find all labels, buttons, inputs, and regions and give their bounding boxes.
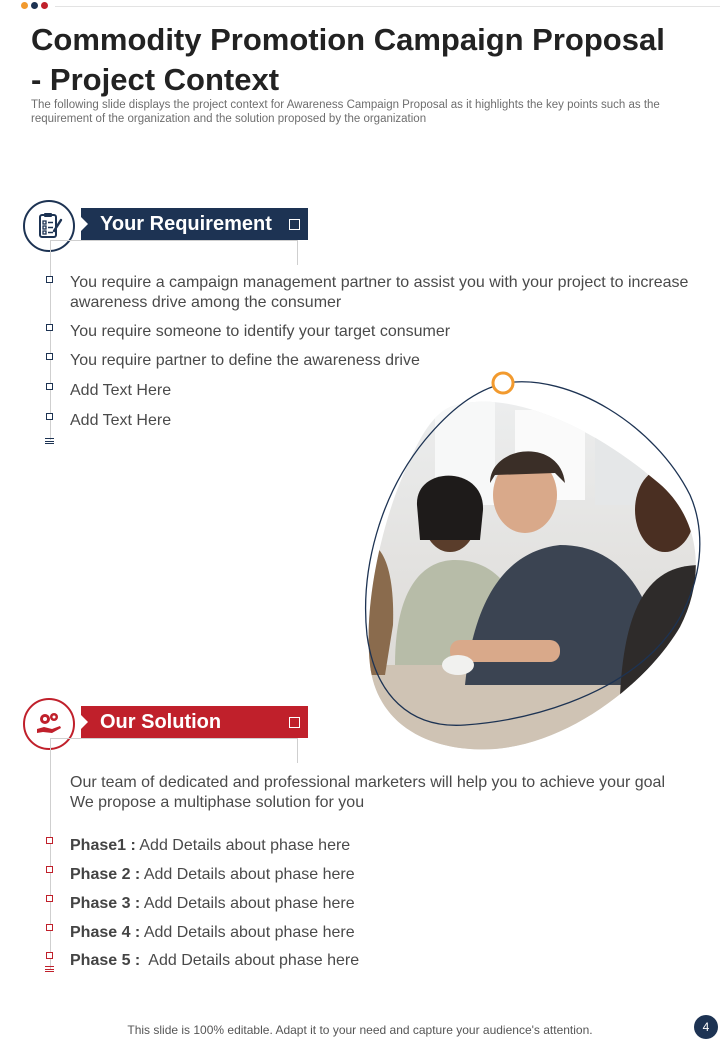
chevron-right-icon [81,217,88,231]
square-icon [289,219,300,230]
requirement-banner [81,208,308,240]
phase-text: Add Details about phase here [135,837,351,854]
brand-dots [21,2,48,9]
phase-label: Phase 5 : [70,952,141,969]
solution-heading: Our Solution [100,711,222,733]
phase-5 [70,951,359,971]
requirement-heading: Your Requirement [100,213,272,235]
solution-bracket [50,738,298,763]
bullet-icon [46,924,53,931]
square-icon [289,717,300,728]
solution-banner [81,706,308,738]
phase-2 [70,865,355,885]
phase-text: Add Details about phase here [140,952,360,969]
bullet-icon [46,413,53,420]
bullet-icon [46,952,53,959]
navy-dot [31,2,38,9]
phase-text: Add Details about phase here [140,895,355,912]
red-dot [41,2,48,9]
bullet-icon [46,866,53,873]
bullet-icon [46,837,53,844]
phase-text: Add Details about phase here [140,924,355,941]
bullet-icon [46,383,53,390]
orange-dot [21,2,28,9]
page-subtitle: The following slide displays the project context for Awareness Campaign Proposal as it highlights the key points such as the requirement of the organization and the solution proposed by the organization [31,99,660,125]
top-rule [55,6,720,7]
solution-connector [50,738,51,970]
phase-label: Phase 4 : [70,924,141,941]
requirement-item-2: You require someone to identify your target consumer [70,323,451,340]
chevron-right-icon [81,715,88,729]
bullet-icon [46,895,53,902]
requirement-connector [50,240,51,440]
page-number: 4 [694,1015,718,1039]
team-meeting-photo [355,365,710,760]
requirement-bracket [50,240,298,265]
phase-label: Phase1 : [70,837,136,854]
phase-text: Add Details about phase here [140,866,355,883]
phase-3 [70,894,355,914]
requirement-item-4: Add Text Here [70,382,172,399]
bullet-icon [46,324,53,331]
bullet-icon [46,276,53,283]
phase-4 [70,923,355,943]
list-end-icon [45,438,54,446]
requirement-item-1: You require a campaign management partner to assist you with your project to increase awareness drive among the consumer [70,274,689,311]
solution-intro: Our team of dedicated and professional marketers will help you to achieve your goal We propose a multiphase solution for you [70,774,665,811]
footer-note: This slide is 100% editable. Adapt it to your need and capture your audience's attention. [127,1023,593,1037]
phase-label: Phase 2 : [70,866,141,883]
requirement-item-3: You require partner to define the awareness drive [70,352,420,369]
list-end-icon [45,966,54,974]
bullet-icon [46,353,53,360]
phase-1 [70,836,350,856]
phase-label: Phase 3 : [70,895,141,912]
page-title: Commodity Promotion Campaign Proposal - Project Context [31,22,665,97]
requirement-item-5: Add Text Here [70,412,172,429]
